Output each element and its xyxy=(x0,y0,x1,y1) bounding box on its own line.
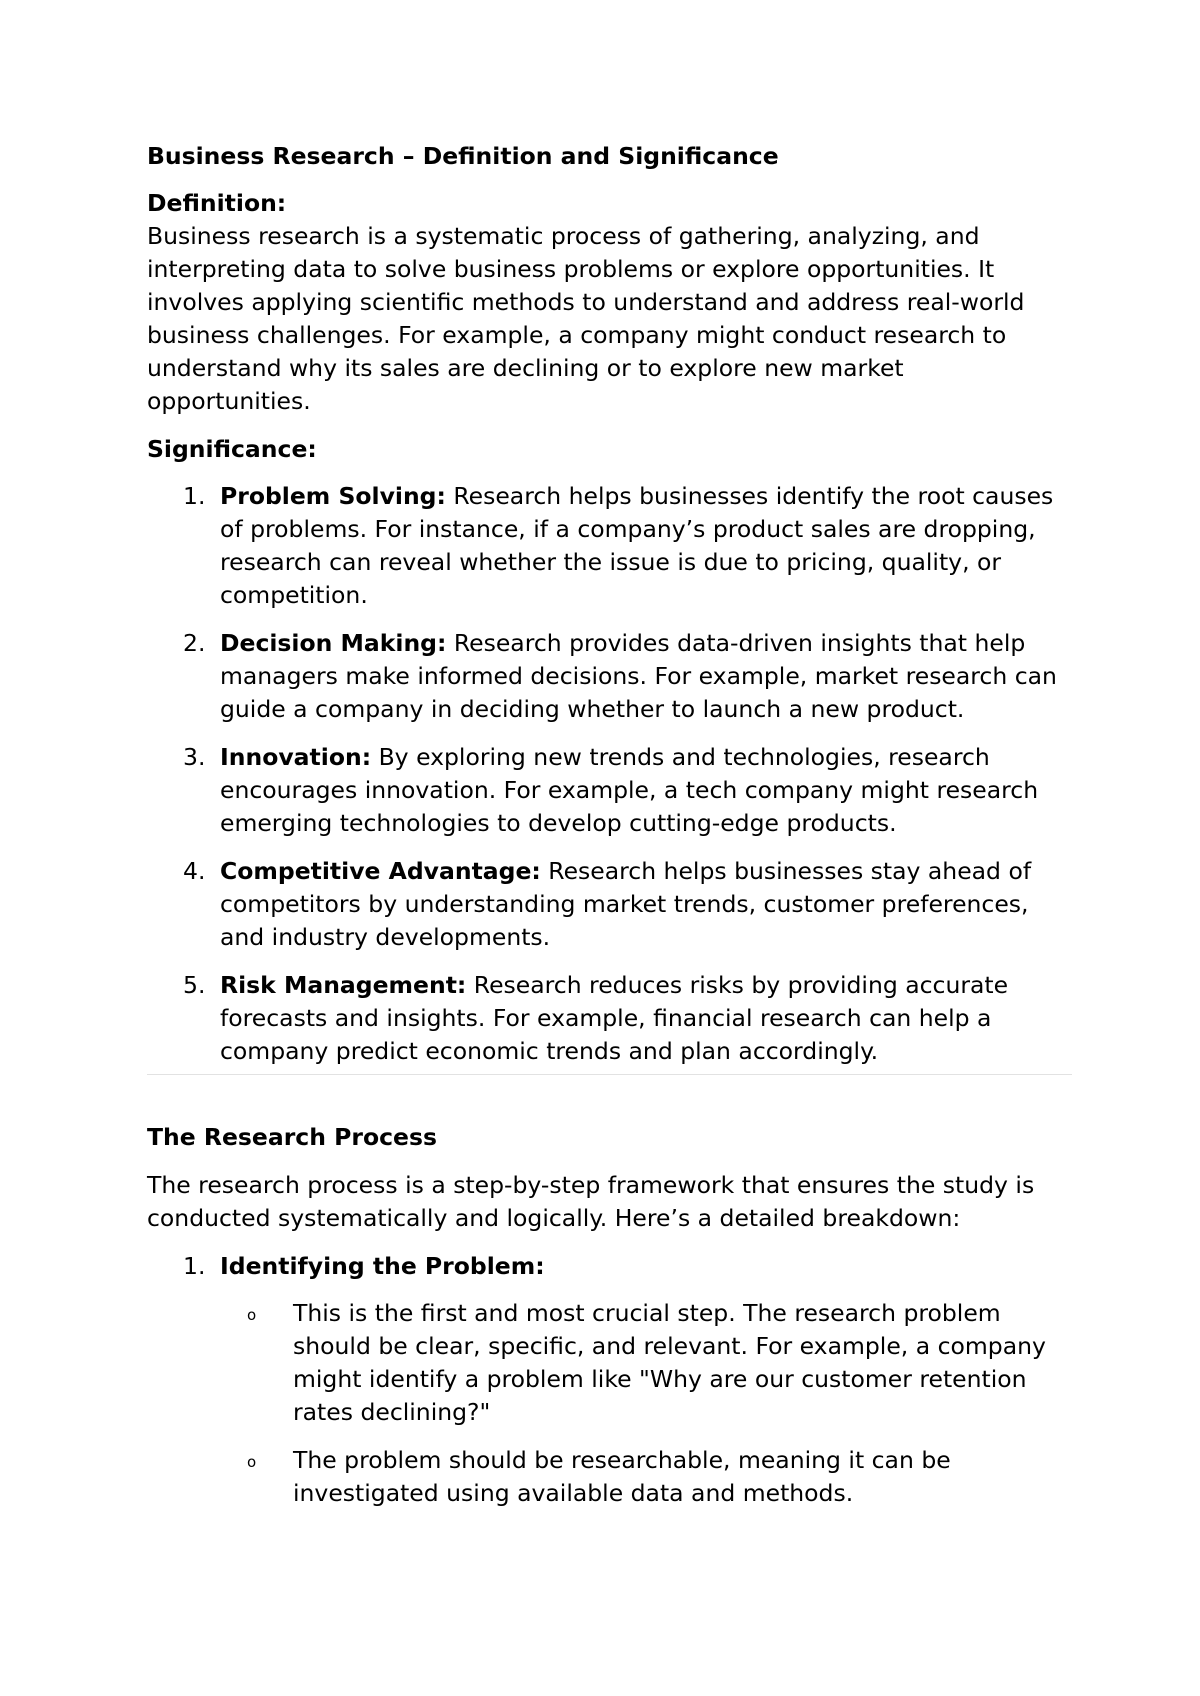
document-title: Business Research – Definition and Significance xyxy=(147,142,779,170)
list-item-text: Research helps businesses identify the root causes of problems. For instance, if a company’s product sales are dropping, research can reveal whether the issue is due to pricing, quality, or competition. xyxy=(220,482,1054,609)
process-intro: The research process is a step-by-step framework that ensures the study is conducted systematically and logically. Here’s a detailed breakdown: xyxy=(147,1171,1035,1232)
sub-list-item-text: The problem should be researchable, meaning it can be investigated using available data and methods. xyxy=(293,1446,951,1507)
definition-heading: Definition: xyxy=(147,189,287,217)
process-steps-list xyxy=(147,1250,1072,1510)
sub-list xyxy=(220,1297,1072,1510)
list-number: 2. xyxy=(183,629,206,657)
list-item-label: Risk Management: xyxy=(220,971,467,999)
list-number: 3. xyxy=(183,743,206,771)
list-number: 5. xyxy=(183,971,206,999)
significance-heading: Significance: xyxy=(147,435,317,463)
list-number: 1. xyxy=(183,482,206,510)
list-item-label: Identifying the Problem: xyxy=(220,1252,545,1280)
sub-list-item xyxy=(220,1297,1072,1429)
list-item-text: Research reduces risks by providing accurate forecasts and insights. For example, financial research can help a company predict economic trends and plan accordingly. xyxy=(220,971,1009,1065)
definition-text: Business research is a systematic process of gathering, analyzing, and interpreting data to solve business problems or explore opportunities. It involves applying scientific methods to understand and address real-world business challenges. For example, a company might conduct research to understand why its sales are declining or to explore new market opportunities. xyxy=(147,222,1025,415)
list-number: 4. xyxy=(183,857,206,885)
list-item-label: Competitive Advantage: xyxy=(220,857,541,885)
list-item xyxy=(147,1250,1072,1510)
document-page xyxy=(147,140,1072,1525)
list-item-text: Research provides data-driven insights that help managers make informed decisions. For example, market research can guide a company in deciding whether to launch a new product. xyxy=(220,629,1057,723)
list-item xyxy=(147,855,1072,954)
list-item-label: Innovation: xyxy=(220,743,372,771)
significance-list xyxy=(147,480,1072,1068)
horizontal-divider xyxy=(147,1074,1072,1075)
sub-list-item xyxy=(220,1444,1072,1510)
list-item-label: Problem Solving: xyxy=(220,482,446,510)
process-heading: The Research Process xyxy=(147,1123,437,1151)
list-item-text: Research helps businesses stay ahead of competitors by understanding market trends, customer preferences, and industry developments. xyxy=(220,857,1032,951)
list-item xyxy=(147,627,1072,726)
list-item-text: By exploring new trends and technologies, research encourages innovation. For example, a tech company might research emerging technologies to develop cutting-edge products. xyxy=(220,743,1039,837)
sub-list-item-text: This is the first and most crucial step. The research problem should be clear, specific, and relevant. For example, a company might identify a problem like "Why are our customer retention rates declining?" xyxy=(293,1299,1046,1426)
list-number: 1. xyxy=(183,1252,206,1280)
hollow-bullet-icon: o xyxy=(247,1306,257,1324)
list-item xyxy=(147,480,1072,612)
list-item xyxy=(147,969,1072,1068)
hollow-bullet-icon: o xyxy=(247,1453,257,1471)
list-item xyxy=(147,741,1072,840)
list-item-label: Decision Making: xyxy=(220,629,447,657)
